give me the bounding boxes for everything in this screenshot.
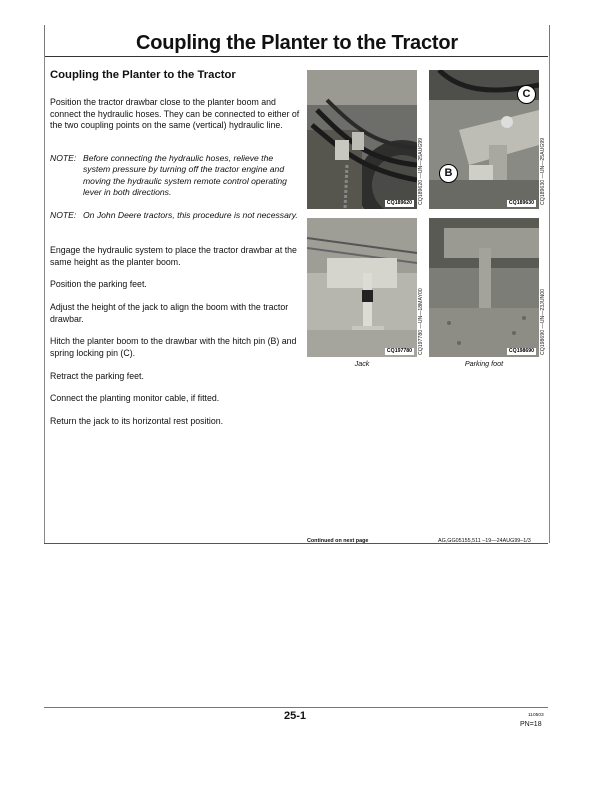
photo-parking-foot xyxy=(429,218,539,357)
photo-side-code: CQ198690 —UN—23JUN00 xyxy=(540,288,546,355)
photo-code: CQ189630 xyxy=(508,200,534,206)
section-heading: Coupling the Planter to the Tractor xyxy=(50,69,236,81)
photo-caption-parking-foot: Parking foot xyxy=(464,359,504,368)
title-box xyxy=(44,25,550,56)
photo-jack xyxy=(307,218,417,357)
parking-foot-illustration xyxy=(429,218,539,357)
photo-side-code: CQ189630 —UN—25AUG99 xyxy=(540,137,546,205)
note-john-deere xyxy=(50,210,302,221)
note-text: On John Deere tractors, this procedure is not necessary. xyxy=(83,210,298,220)
document-id: 110503 xyxy=(528,713,544,718)
instruction-paragraph: Position the parking feet. xyxy=(50,279,147,289)
photo-hitch-pin xyxy=(429,70,539,209)
page-title: Coupling the Planter to the Tractor xyxy=(136,32,458,54)
callout-c: C xyxy=(517,85,536,104)
note-label: NOTE: xyxy=(50,210,77,220)
reference-code: AG,GG05155,511 –19—24AUG99–1/3 xyxy=(438,538,531,544)
photo-side-code: CQ189620 —UN—25AUG99 xyxy=(418,137,424,205)
instruction-paragraph: Engage the hydraulic system to place the tractor drawbar at the same height as the planter boom. xyxy=(50,245,297,267)
content-bottom-divider xyxy=(44,543,548,544)
footer-divider xyxy=(44,707,548,708)
instruction-paragraph: Position the tractor drawbar close to the planter boom and connect the hydraulic hoses. They can be connected to either of the two coupling points on the same (vertical) hydraulic line. xyxy=(50,97,300,131)
instruction-paragraph: Retract the parking feet. xyxy=(50,371,144,381)
note-relieve-pressure xyxy=(50,153,302,199)
instruction-paragraph: Adjust the height of the jack to align the boom with the tractor drawbar. xyxy=(50,302,289,324)
pn-number: PN=18 xyxy=(520,721,542,728)
photo-code: CQ198690 xyxy=(508,348,534,354)
jack-illustration xyxy=(307,218,417,357)
callout-b: B xyxy=(439,164,458,183)
photo-hydraulic-hoses xyxy=(307,70,417,209)
instruction-paragraph: Connect the planting monitor cable, if fitted. xyxy=(50,393,220,403)
instruction-paragraph: Return the jack to its horizontal rest position. xyxy=(50,416,224,426)
instruction-paragraph: Hitch the planter boom to the drawbar with the hitch pin (B) and spring locking pin (C). xyxy=(50,336,297,358)
photo-side-code: CQ197780 —UN—18MAY00 xyxy=(418,288,424,355)
photo-code: CQ189620 xyxy=(386,200,412,206)
photo-code: CQ197780 xyxy=(386,348,412,354)
note-text: Before connecting the hydraulic hoses, relieve the system pressure by turning off the tractor engine and moving the hydraulic system remote control operating lever in both directions. xyxy=(83,153,287,198)
note-label: NOTE: xyxy=(50,153,77,163)
photo-caption-jack: Jack xyxy=(354,359,370,368)
hoses-illustration xyxy=(307,70,417,209)
continued-note: Continued on next page xyxy=(307,538,369,544)
page-number: 25-1 xyxy=(283,710,307,722)
